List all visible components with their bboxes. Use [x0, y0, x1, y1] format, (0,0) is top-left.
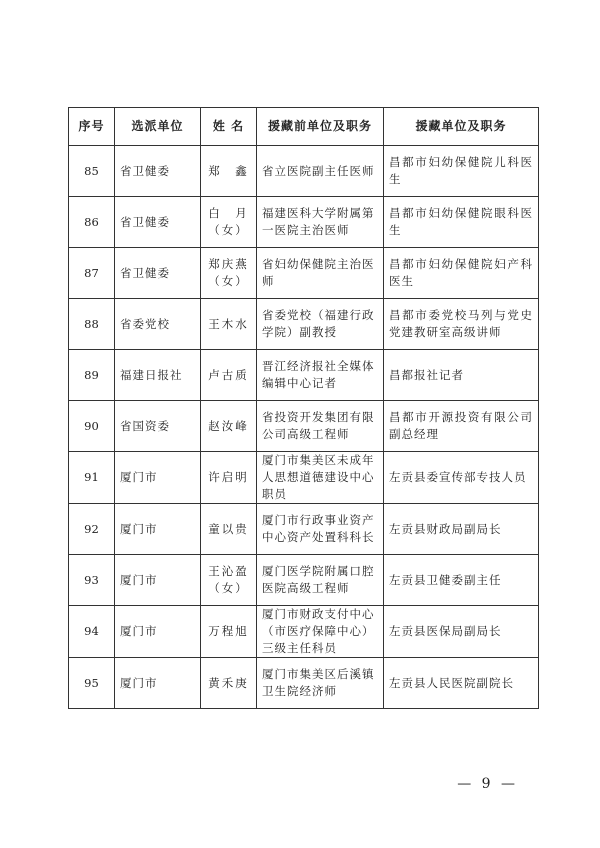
cell-name [201, 555, 257, 606]
cell-previous-position: 省委党校（福建行政学院）副教授 [257, 299, 384, 350]
cell-name [201, 248, 257, 299]
gender-note: （女） [208, 581, 249, 595]
cell-assigned-position: 昌都市妇幼保健院眼科医生 [384, 197, 539, 248]
header-previous-position: 援藏前单位及职务 [257, 108, 384, 146]
person-name: 郑庆燕 [208, 257, 249, 271]
cell-dispatch-unit: 厦门市 [115, 452, 201, 504]
cell-name [201, 401, 257, 452]
table-row [69, 299, 539, 350]
cell-assigned-position: 左贡县卫健委副主任 [384, 555, 539, 606]
cell-dispatch-unit: 省卫健委 [115, 248, 201, 299]
person-name: 黄禾庚 [208, 675, 249, 690]
cell-dispatch-unit: 省国资委 [115, 401, 201, 452]
cell-assigned-position: 昌都市开源投资有限公司副总经理 [384, 401, 539, 452]
table-row [69, 248, 539, 299]
appointment-table [68, 107, 539, 709]
table-row [69, 350, 539, 401]
table-row [69, 197, 539, 248]
gender-note: （女） [208, 274, 249, 288]
cell-previous-position: 福建医科大学附属第一医院主治医师 [257, 197, 384, 248]
cell-name [201, 299, 257, 350]
table-row [69, 452, 539, 504]
header-serial-number: 序号 [69, 108, 115, 146]
cell-previous-position: 厦门市行政事业资产中心资产处置科科长 [257, 504, 384, 555]
cell-name [201, 146, 257, 197]
cell-serial-number: 95 [69, 658, 115, 709]
cell-dispatch-unit: 厦门市 [115, 555, 201, 606]
person-name: 王木水 [208, 316, 249, 331]
cell-serial-number: 93 [69, 555, 115, 606]
cell-previous-position: 晋江经济报社全媒体编辑中心记者 [257, 350, 384, 401]
person-name: 童以贵 [208, 521, 249, 536]
header-dispatch-unit: 选派单位 [115, 108, 201, 146]
person-name: 郑 鑫 [208, 163, 249, 178]
header-name: 姓 名 [201, 108, 257, 146]
cell-serial-number: 86 [69, 197, 115, 248]
cell-dispatch-unit: 省卫健委 [115, 146, 201, 197]
cell-assigned-position: 昌都市妇幼保健院妇产科医生 [384, 248, 539, 299]
table-row [69, 555, 539, 606]
table-row [69, 401, 539, 452]
cell-serial-number: 89 [69, 350, 115, 401]
table-header-row [69, 108, 539, 146]
table-row [69, 606, 539, 658]
cell-previous-position: 省妇幼保健院主治医师 [257, 248, 384, 299]
cell-name [201, 658, 257, 709]
cell-assigned-position: 昌都市委党校马列与党史党建教研室高级讲师 [384, 299, 539, 350]
header-assigned-position: 援藏单位及职务 [384, 108, 539, 146]
cell-serial-number: 88 [69, 299, 115, 350]
cell-serial-number: 90 [69, 401, 115, 452]
cell-dispatch-unit: 省委党校 [115, 299, 201, 350]
cell-dispatch-unit: 厦门市 [115, 658, 201, 709]
cell-name [201, 197, 257, 248]
cell-previous-position: 厦门市财政支付中心（市医疗保障中心）三级主任科员 [257, 606, 384, 658]
cell-assigned-position: 左贡县人民医院副院长 [384, 658, 539, 709]
cell-previous-position: 省立医院副主任医师 [257, 146, 384, 197]
cell-serial-number: 87 [69, 248, 115, 299]
page-number: — 9 — [457, 776, 518, 792]
table-row [69, 658, 539, 709]
cell-dispatch-unit: 厦门市 [115, 606, 201, 658]
cell-previous-position: 厦门医学院附属口腔医院高级工程师 [257, 555, 384, 606]
cell-dispatch-unit: 福建日报社 [115, 350, 201, 401]
person-name: 卢古质 [208, 367, 249, 382]
cell-serial-number: 85 [69, 146, 115, 197]
cell-serial-number: 94 [69, 606, 115, 658]
cell-name [201, 350, 257, 401]
gender-note: （女） [208, 223, 249, 237]
table-body [69, 146, 539, 709]
person-name: 许启明 [208, 470, 249, 484]
cell-previous-position: 省投资开发集团有限公司高级工程师 [257, 401, 384, 452]
cell-dispatch-unit: 厦门市 [115, 504, 201, 555]
person-name: 万程旭 [208, 624, 249, 638]
cell-previous-position: 厦门市集美区后溪镇卫生院经济师 [257, 658, 384, 709]
person-name: 王沁盈 [208, 564, 249, 578]
cell-assigned-position: 左贡县财政局副局长 [384, 504, 539, 555]
cell-name [201, 606, 257, 658]
cell-name [201, 504, 257, 555]
cell-serial-number: 92 [69, 504, 115, 555]
table-row [69, 504, 539, 555]
cell-assigned-position: 昌都市妇幼保健院儿科医生 [384, 146, 539, 197]
cell-serial-number: 91 [69, 452, 115, 504]
person-name: 白 月 [208, 206, 249, 220]
person-name: 赵汝峰 [208, 418, 249, 433]
cell-name [201, 452, 257, 504]
cell-assigned-position: 左贡县医保局副局长 [384, 606, 539, 658]
table-row [69, 146, 539, 197]
cell-previous-position: 厦门市集美区未成年人思想道德建设中心职员 [257, 452, 384, 504]
cell-dispatch-unit: 省卫健委 [115, 197, 201, 248]
cell-assigned-position: 左贡县委宣传部专技人员 [384, 452, 539, 504]
cell-assigned-position: 昌都报社记者 [384, 350, 539, 401]
